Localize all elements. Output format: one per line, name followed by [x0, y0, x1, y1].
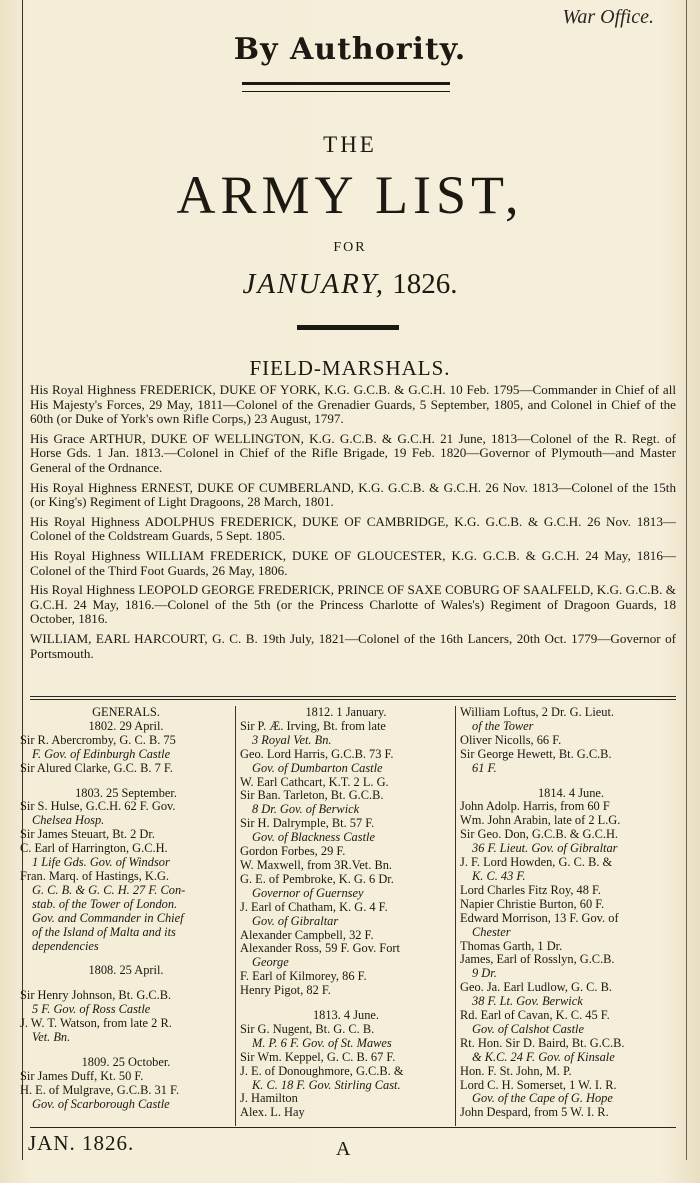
generals-column-1	[20, 706, 232, 1126]
list-line: J. Hamilton	[240, 1091, 298, 1106]
section-divider	[30, 696, 676, 697]
list-heading: 1808. 25 April.	[88, 963, 164, 978]
field-marshals-list	[30, 383, 676, 666]
list-line: stab. of the Tower of London.	[32, 896, 178, 911]
list-line: J. E. of Donoughmore, G.C.B. &	[240, 1063, 404, 1078]
list-line: Sir Henry Johnson, Bt. G.C.B.	[20, 988, 172, 1003]
list-line: J. F. Lord Howden, G. C. B. &	[460, 855, 613, 870]
signature-mark: A	[336, 1138, 351, 1160]
list-line: Sir Ban. Tarleton, Bt. G.C.B.	[240, 788, 384, 803]
list-line: Gov. and Commander in Chief	[32, 910, 184, 925]
list-line: Rt. Hon. Sir D. Baird, Bt. G.C.B.	[460, 1035, 625, 1050]
list-line: 61 F.	[472, 760, 497, 775]
list-line: G. C. B. & G. C. H. 27 F. Con-	[32, 882, 186, 897]
list-line: Hon. F. St. John, M. P.	[460, 1063, 572, 1078]
list-line: & K.C. 24 F. Gov. of Kinsale	[472, 1049, 615, 1064]
generals-column-2	[240, 706, 452, 1126]
title-for: FOR	[333, 240, 367, 255]
list-line: K. C. 18 F. Gov. Stirling Cast.	[252, 1077, 401, 1092]
field-marshal-entry: His Royal Highness FREDERICK, DUKE OF YORK, K.G. G.C.B. & G.C.H. 10 Feb. 1795—Commander in Chief of all His Majesty's Forces, 29 May, 1811—Colonel of the Grenadier Guards, 5 September, 1805, and Colonel in Chief of the 60th (or Duke of York's own Rifle Corps,) 23 August, 1797.	[30, 382, 676, 427]
list-line: Lord C. H. Somerset, 1 W. I. R.	[460, 1077, 617, 1092]
field-marshal-entry: His Royal Highness WILLIAM FREDERICK, DUKE OF GLOUCESTER, K.G. G.C.B. & G.C.H. 24 May, 1816—Colonel of the Third Foot Guards, 26 May, 1806.	[30, 547, 676, 578]
footer-divider	[30, 1127, 676, 1128]
list-line: 9 Dr.	[472, 966, 497, 981]
list-line: Napier Christie Burton, 60 F.	[460, 896, 605, 911]
list-line: Rd. Earl of Cavan, K. C. 45 F.	[460, 1008, 610, 1023]
list-line: Sir James Steuart, Bt. 2 Dr.	[20, 827, 155, 842]
list-line: F. Gov. of Edinburgh Castle	[32, 746, 171, 761]
list-line: Gov. of Blackness Castle	[252, 830, 375, 845]
list-line: Alexander Ross, 59 F. Gov. Fort	[240, 941, 400, 956]
header-double-rule	[242, 82, 450, 92]
list-line: Sir R. Abercromby, G. C. B. 75	[20, 732, 176, 747]
list-line: Chelsea Hosp.	[32, 813, 105, 828]
page-title: ARMY LIST,	[176, 165, 524, 225]
field-marshal-entry: WILLIAM, EARL HARCOURT, G. C. B. 19th July, 1821—Colonel of the 16th Lancers, 20th Oct. 1779—Governor of Portsmouth.	[30, 630, 676, 661]
field-marshal-entry: His Royal Highness ADOLPHUS FREDERICK, DUKE OF CAMBRIDGE, K.G. G.C.B. & G.C.H. 26 Nov. 1813—Colonel of the Coldstream Guards, 5 Sept. 1805.	[30, 513, 676, 544]
column-rule	[235, 706, 236, 1126]
list-line: of the Tower	[472, 718, 534, 733]
list-line: J. Earl of Chatham, K. G. 4 F.	[240, 899, 388, 914]
field-marshal-entry: His Royal Highness LEOPOLD GEORGE FREDERICK, PRINCE OF SAXE COBURG OF SAALFELD, K.G. G.C.B. & G.C.H. 24 May, 1816.—Colonel of the 5th (or the Princess Charlotte of Wales's) Regiment of Dragoon Guards, 18 October, 1816.	[30, 582, 676, 627]
list-line: Gordon Forbes, 29 F.	[240, 844, 346, 859]
list-line: Alexander Campbell, 32 F.	[240, 927, 374, 942]
list-line: dependencies	[32, 938, 99, 953]
list-line: Fran. Marq. of Hastings, K.G.	[20, 868, 170, 883]
list-heading: 1802. 29 April.	[88, 718, 164, 733]
war-office-note: War Office.	[562, 6, 654, 28]
spacer	[20, 776, 232, 787]
list-line: Gov. of Dumbarton Castle	[252, 760, 383, 775]
list-line: 5 F. Gov. of Ross Castle	[32, 1002, 151, 1017]
title-the: THE	[323, 132, 377, 157]
list-line: Gov. of Gibraltar	[252, 913, 339, 928]
list-line: Gov. of the Cape of G. Hope	[472, 1091, 613, 1106]
list-line: William Loftus, 2 Dr. G. Lieut.	[460, 705, 615, 719]
list-line: M. P. 6 F. Gov. of St. Mawes	[252, 1035, 392, 1050]
issue-month: JANUARY,	[242, 268, 385, 300]
list-heading: 1803. 25 September.	[75, 785, 177, 800]
generals-column-3	[460, 706, 682, 1126]
list-line: K. C. 43 F.	[472, 868, 526, 883]
list-line: Sir Geo. Don, G.C.B. & G.C.H.	[460, 827, 618, 842]
list-line: 3 Royal Vet. Bn.	[252, 732, 332, 747]
section-title-field-marshals: FIELD-MARSHALS.	[249, 356, 451, 380]
list-line: George	[252, 955, 289, 970]
list-line: Sir H. Dalrymple, Bt. 57 F.	[240, 816, 375, 831]
list-line: Sir Alured Clarke, G.C. B. 7 F.	[20, 760, 173, 775]
section-divider-secondary	[30, 699, 676, 700]
list-line: Sir Wm. Keppel, G. C. B. 67 F.	[240, 1049, 396, 1064]
issue-date	[0, 268, 700, 301]
generals-columns	[0, 706, 700, 1126]
list-line: Sir James Duff, Kt. 50 F.	[20, 1068, 144, 1083]
list-line: Governor of Guernsey	[252, 885, 364, 900]
list-line: 36 F. Lieut. Gov. of Gibraltar	[472, 841, 618, 856]
list-line: J. W. T. Watson, from late 2 R.	[20, 1016, 172, 1031]
list-line: Gov. of Calshot Castle	[472, 1021, 584, 1036]
list-line: Gov. of Scarborough Castle	[32, 1096, 170, 1111]
list-line: Geo. Lord Harris, G.C.B. 73 F.	[240, 746, 394, 761]
list-heading: GENERALS.	[92, 705, 160, 719]
list-line: H. E. of Mulgrave, G.C.B. 31 F.	[20, 1082, 180, 1097]
by-authority-heading: By Authority.	[233, 32, 467, 67]
list-line: Oliver Nicolls, 66 F.	[460, 732, 562, 747]
list-line: James, Earl of Rosslyn, G.C.B.	[460, 952, 615, 967]
list-line: Sir P. Æ. Irving, Bt. from late	[240, 718, 386, 733]
list-line: W. Maxwell, from 3R.Vet. Bn.	[240, 857, 393, 872]
list-heading: 1814. 4 June.	[537, 785, 605, 800]
list-line: W. Earl Cathcart, K.T. 2 L. G.	[240, 774, 389, 789]
list-line: Alex. L. Hay	[240, 1105, 305, 1120]
list-line: C. Earl of Harrington, G.C.H.	[20, 841, 168, 856]
list-line: G. E. of Pembroke, K. G. 6 Dr.	[240, 871, 394, 886]
list-line: John Despard, from 5 W. I. R.	[460, 1105, 609, 1120]
list-line: Geo. Ja. Earl Ludlow, G. C. B.	[460, 980, 612, 995]
footer-date: JAN. 1826.	[28, 1131, 135, 1155]
list-line: Edward Morrison, 13 F. Gov. of	[460, 910, 619, 925]
list-line: John Adolp. Harris, from 60 F	[460, 799, 610, 814]
list-line: Sir George Hewett, Bt. G.C.B.	[460, 746, 612, 761]
issue-year: 1826.	[392, 268, 458, 300]
list-line: Chester	[472, 924, 511, 939]
list-line: Vet. Bn.	[32, 1030, 71, 1045]
list-heading: 1813. 4 June.	[312, 1008, 380, 1023]
list-line: of the Island of Malta and its	[32, 924, 176, 939]
field-marshal-entry: His Royal Highness ERNEST, DUKE OF CUMBERLAND, K.G. G.C.B. & G.C.H. 26 Nov. 1813—Colonel of the 15th (or King's) Regiment of Light Dragoons, 28 March, 1801.	[30, 479, 676, 510]
list-line: 1 Life Gds. Gov. of Windsor	[32, 855, 170, 870]
list-line: F. Earl of Kilmorey, 86 F.	[240, 969, 367, 984]
field-marshal-entry: His Grace ARTHUR, DUKE OF WELLINGTON, K.G. G.C.B. & G.C.H. 21 June, 1813—Colonel of the R. Regt. of Horse Gds. 1 Jan. 1813.—Colonel in Chief of the Rifle Brigade, 19 Feb. 1820—Governor of Plymouth—and Master General of the Ordnance.	[30, 430, 676, 475]
list-line: 8 Dr. Gov. of Berwick	[252, 802, 360, 817]
list-heading: 1812. 1 January.	[305, 705, 387, 719]
spacer	[460, 776, 682, 787]
title-rule	[297, 325, 399, 330]
list-line: 38 F. Lt. Gov. Berwick	[472, 994, 583, 1009]
list-heading: 1809. 25 October.	[81, 1054, 171, 1069]
list-line: Sir S. Hulse, G.C.H. 62 F. Gov.	[20, 799, 176, 814]
list-line: Wm. John Arabin, late of 2 L.G.	[460, 813, 621, 828]
list-line: Thomas Garth, 1 Dr.	[460, 938, 563, 953]
list-line: Henry Pigot, 82 F.	[240, 983, 331, 998]
list-line: Lord Charles Fitz Roy, 48 F.	[460, 882, 602, 897]
column-rule	[455, 706, 456, 1126]
list-line: Sir G. Nugent, Bt. G. C. B.	[240, 1021, 375, 1036]
